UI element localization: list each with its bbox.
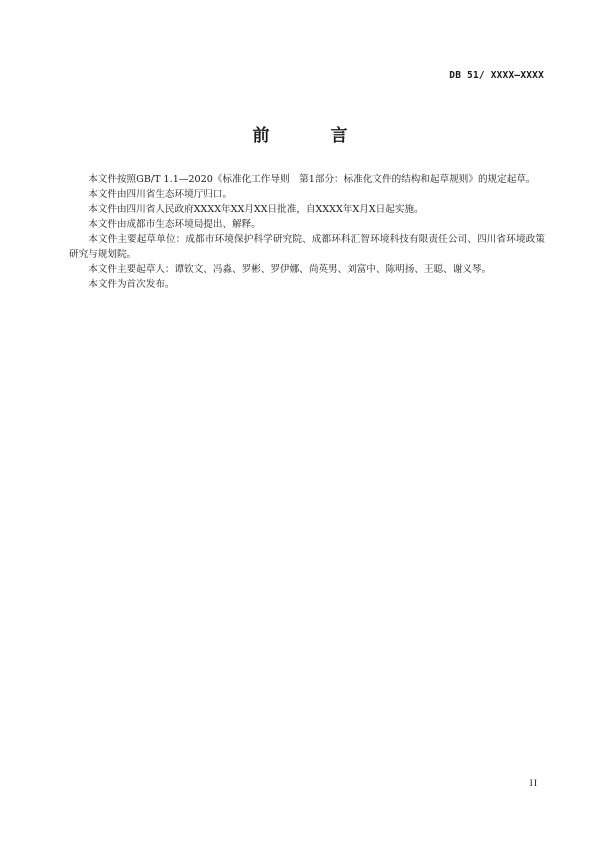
paragraph-approval: 本文件由四川省人民政府XXXX年XX月XX日批准，自XXXX年X月X日起实施。 [88, 204, 424, 215]
paragraph-drafters: 本文件主要起草人：谭钦文、冯淼、罗彬、罗伊娜、尚英男、刘富中、陈明扬、王聪、谢义琴。 [88, 264, 492, 275]
paragraph-responsible-dept: 本文件由四川省生态环境厅归口。 [88, 189, 233, 200]
paragraph-drafting-basis: 本文件按照GB/T 1.1—2020《标准化工作导则 第1部分：标准化文件的结构和起草规则》的规定起草。 [88, 174, 536, 185]
preface-body [69, 172, 545, 292]
document-code-header: DB 51/ XXXX—XXXX [449, 70, 544, 81]
paragraph-proposer: 本文件由成都市生态环境局提出、解释。 [88, 219, 261, 230]
page-number: II [529, 779, 538, 789]
page-title: 前 言 [252, 126, 370, 146]
paragraph-drafting-units: 本文件主要起草单位：成都市环境保护科学研究院、成都环科汇智环境科技有限责任公司、四川省环境政策研究与规划院。 [69, 234, 545, 260]
paragraph-first-release: 本文件为首次发布。 [88, 279, 175, 290]
